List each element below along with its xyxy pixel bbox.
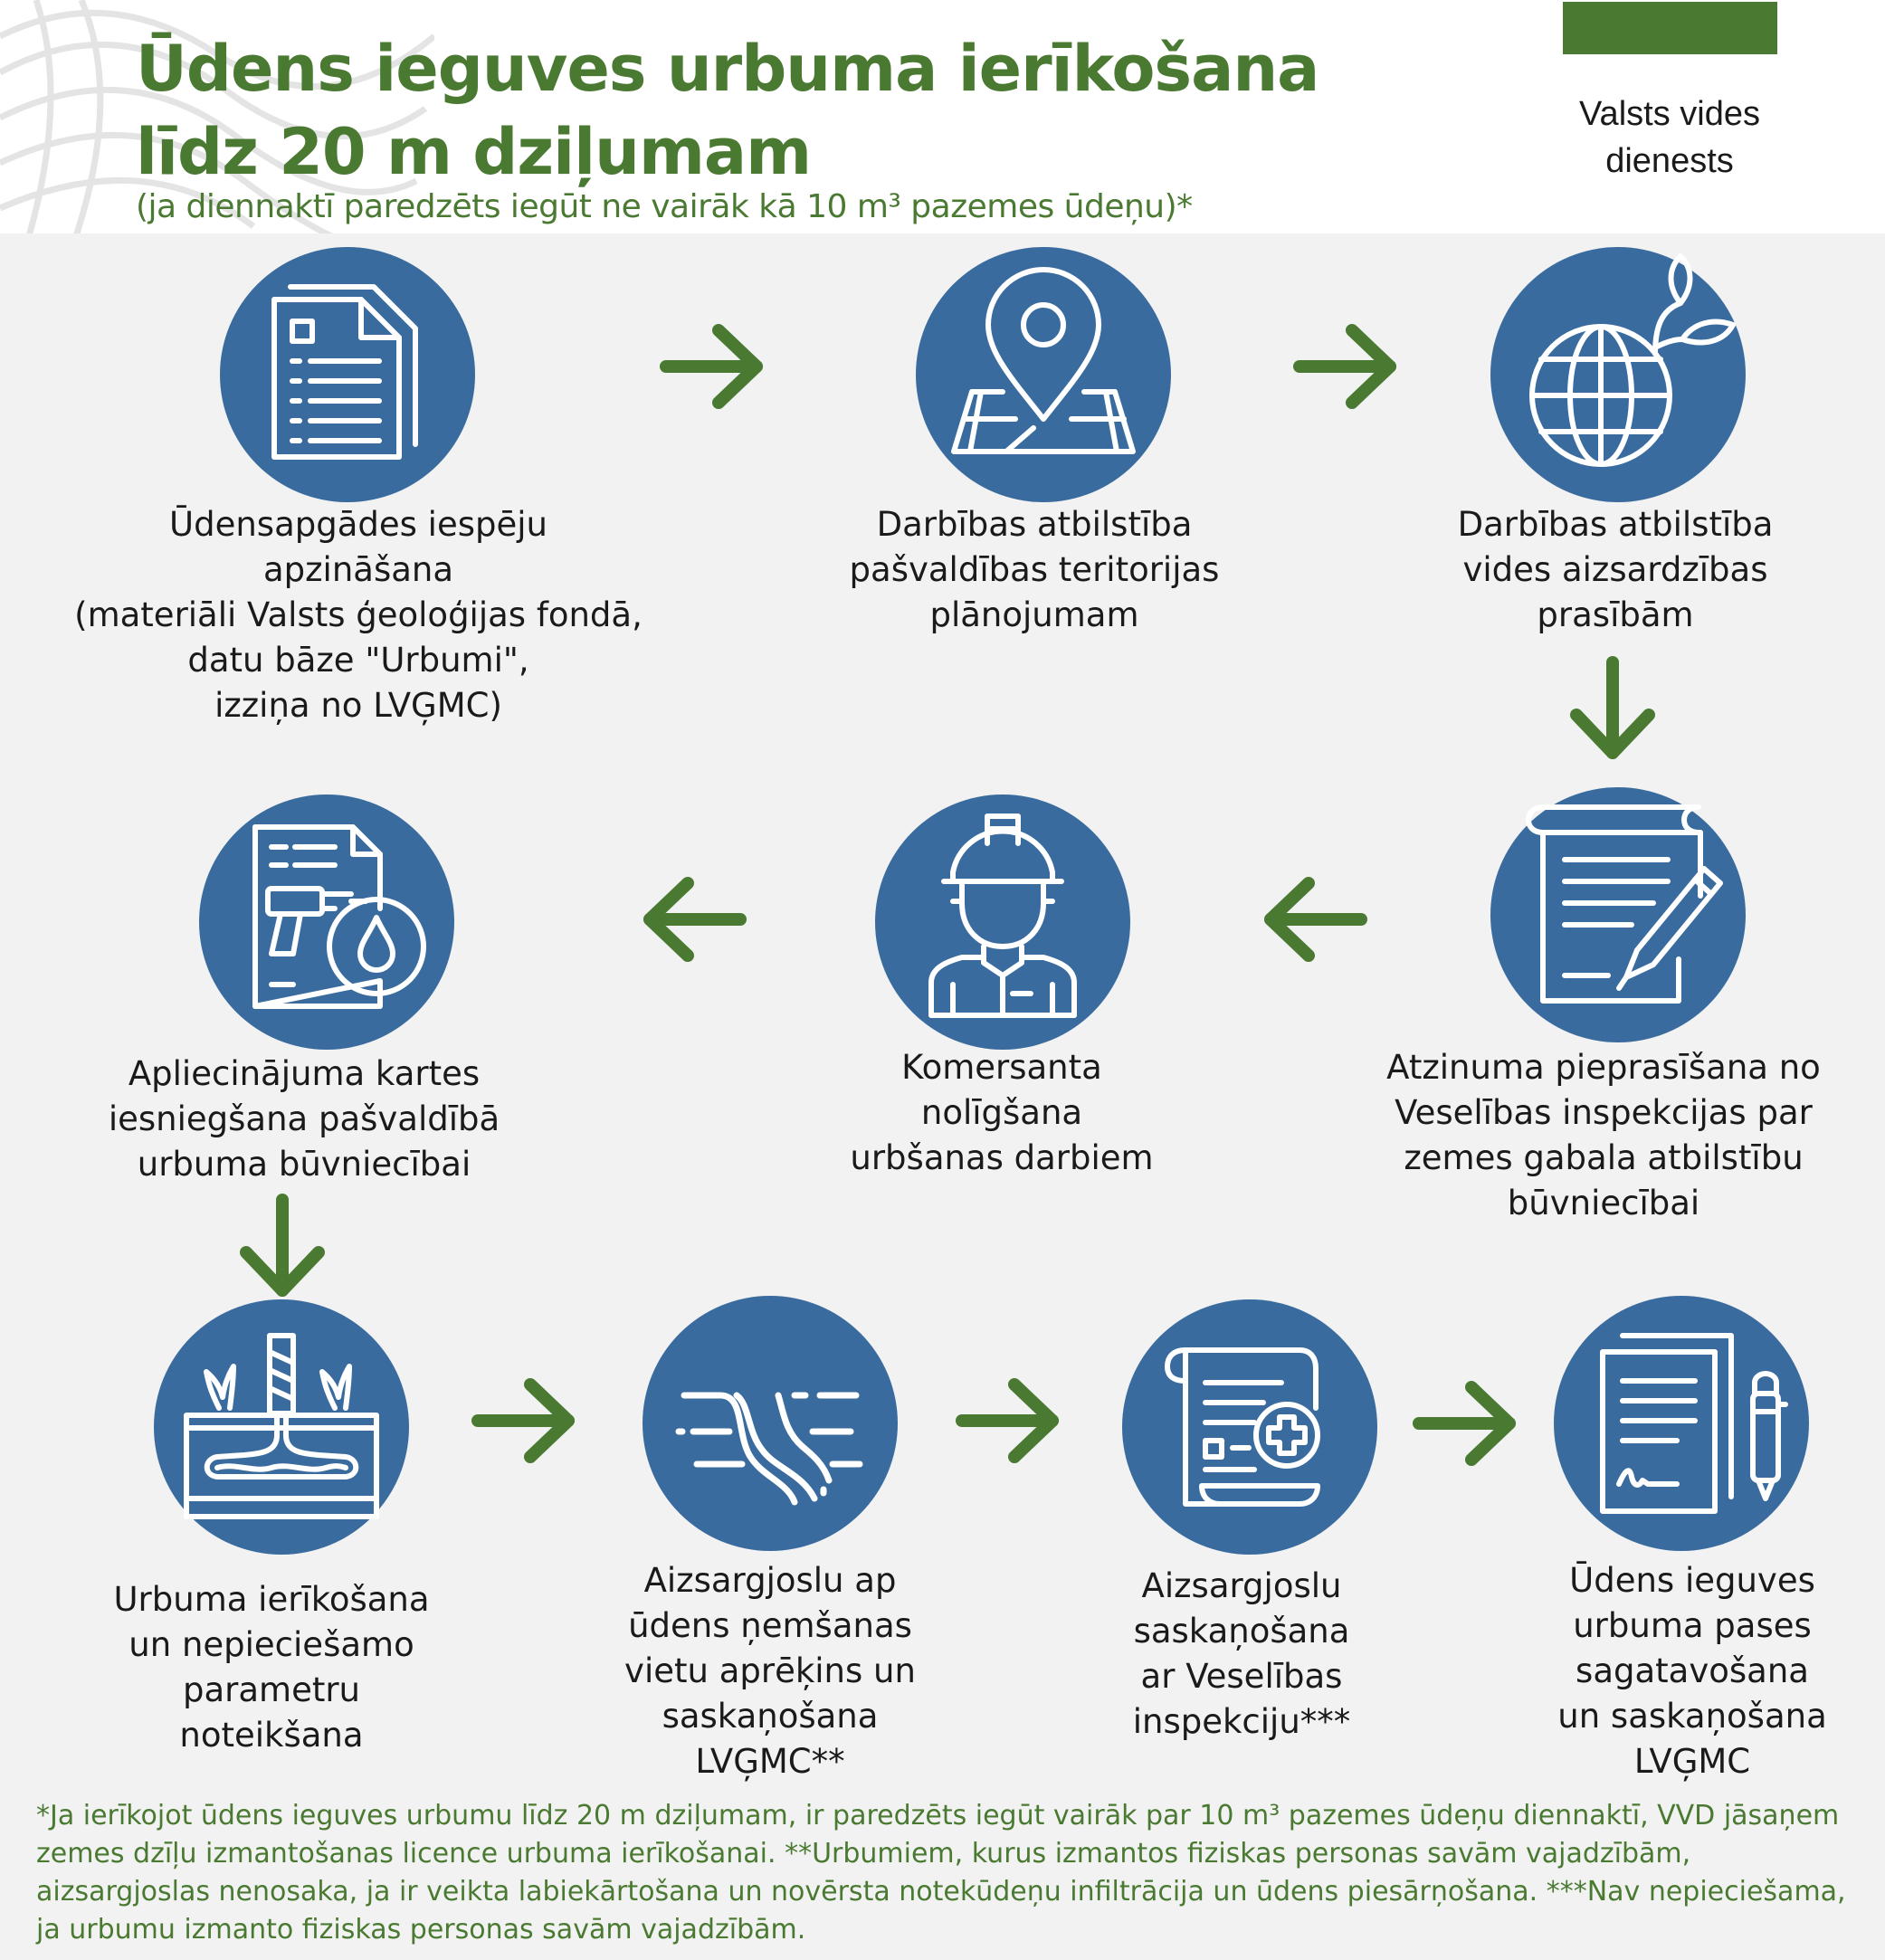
step-3-line: vides aizsardzības	[1462, 550, 1768, 589]
step-9-line: Aizsargjoslu	[1141, 1566, 1342, 1605]
step-2-line: plānojumam	[929, 595, 1139, 634]
page-title	[136, 27, 1319, 194]
logo-line-2: dienests	[1605, 142, 1734, 180]
step-3-line: prasībām	[1537, 595, 1694, 634]
arrow-right-icon	[955, 1375, 1065, 1466]
step-1-line: apzināšana	[262, 550, 454, 589]
step-7-line: noteikšana	[179, 1716, 364, 1755]
step-5-circle	[875, 794, 1130, 1050]
footnote: *Ja ierīkojot ūdens ieguves urbumu līdz 20 m dziļumam, ir paredzēts iegūt vairāk par 10 m³ pazemes ūdeņu diennaktī, VVD jāsaņem zemes dzīļu izmantošanas licence urbuma ierīkošanai. **Urbumiem, kurus izmantos fiziskas personas savām vajadzībām, aizsargjoslas nenosaka, ja ir veikta labiekārtošana un novērsta notekūdeņu infiltrācija un ūdens piesārņošana. ***Nav nepieciešama, ja urbumu izmanto fiziskas personas savām vajadzībām.	[36, 1800, 1846, 1946]
step-4-label	[1386, 1045, 1821, 1226]
step-2-circle	[916, 247, 1171, 502]
step-4-circle	[1490, 787, 1746, 1042]
step-10-circle	[1554, 1296, 1809, 1551]
step-7-line: parametru	[182, 1670, 361, 1709]
step-1-line: datu bāze "Urbumi",	[187, 641, 529, 680]
map-pin-icon	[916, 247, 1171, 502]
step-10-line: LVĢMC	[1633, 1742, 1751, 1781]
step-7-line: un nepieciešamo	[129, 1625, 414, 1664]
document-icon	[220, 247, 475, 502]
step-8-label	[624, 1558, 916, 1784]
logo-text	[1502, 90, 1837, 185]
step-8-line: saskaņošana	[662, 1697, 879, 1736]
arrow-down-icon	[1567, 655, 1658, 766]
step-2-line: pašvaldības teritorijas	[849, 550, 1220, 589]
arrow-right-icon	[1292, 321, 1403, 412]
step-6-line: urbuma būvniecībai	[137, 1145, 471, 1184]
title-line-1: Ūdens ieguves urbuma ierīkošana	[136, 32, 1319, 106]
step-4-line: būvniecībai	[1507, 1184, 1700, 1223]
globe-leaf-icon	[1490, 247, 1746, 502]
step-6-label	[109, 1051, 500, 1187]
step-3-line: Darbības atbilstība	[1457, 505, 1774, 544]
step-9-line: saskaņošana	[1133, 1612, 1350, 1651]
step-4-line: zemes gabala atbilstību	[1404, 1138, 1804, 1177]
step-8-line: LVĢMC**	[695, 1742, 845, 1781]
passport-pen-icon	[1554, 1296, 1809, 1551]
logo-line-1: Valsts vides	[1579, 95, 1760, 133]
step-1-line: Ūdensapgādes iespēju	[169, 505, 547, 544]
arrow-left-icon	[1258, 874, 1368, 965]
step-5-label	[850, 1045, 1153, 1181]
step-6-circle	[199, 794, 454, 1050]
step-10-line: sagatavošana	[1576, 1651, 1809, 1690]
step-5-line: nolīgšana	[920, 1093, 1083, 1132]
step-4-line: Veselības inspekcijas par	[1395, 1093, 1813, 1132]
step-10-line: Ūdens ieguves	[1569, 1561, 1815, 1600]
step-5-line: Komersanta	[901, 1048, 1102, 1087]
step-4-line: Atzinuma pieprasīšana no	[1386, 1048, 1821, 1087]
arrow-right-icon	[471, 1375, 581, 1466]
arrow-down-icon	[237, 1193, 328, 1303]
step-1-label	[74, 502, 643, 728]
step-9-circle	[1122, 1299, 1377, 1555]
step-2-label	[850, 502, 1220, 638]
step-7-label	[113, 1577, 429, 1758]
step-6-line: Apliecinājuma kartes	[128, 1054, 481, 1093]
worker-icon	[875, 794, 1130, 1050]
step-9-label	[1133, 1564, 1351, 1745]
logo-bar	[1563, 2, 1777, 54]
step-7-circle	[154, 1299, 409, 1555]
step-1-line: (materiāli Valsts ģeoloģijas fondā,	[74, 595, 643, 634]
step-3-label	[1458, 502, 1774, 638]
river-icon	[643, 1296, 898, 1551]
step-2-line: Darbības atbilstība	[876, 505, 1193, 544]
step-8-line: Aizsargjoslu ap	[643, 1561, 897, 1600]
step-10-label	[1557, 1558, 1827, 1784]
step-3-circle	[1490, 247, 1746, 502]
step-1-circle	[220, 247, 475, 502]
step-8-line: ūdens ņemšanas	[628, 1606, 912, 1645]
arrow-right-icon	[659, 321, 769, 412]
step-7-line: Urbuma ierīkošana	[113, 1580, 430, 1619]
step-10-line: urbuma pases	[1573, 1606, 1812, 1645]
step-9-line: ar Veselības	[1140, 1657, 1343, 1696]
step-1-line: izziņa no LVĢMC)	[214, 686, 502, 725]
step-5-line: urbšanas darbiem	[850, 1138, 1154, 1177]
contract-pen-icon	[1490, 787, 1746, 1042]
borehole-icon	[154, 1299, 409, 1555]
drill-document-icon	[199, 794, 454, 1050]
title-line-2: līdz 20 m dziļumam	[136, 115, 812, 189]
step-8-circle	[643, 1296, 898, 1551]
step-10-line: un saskaņošana	[1557, 1697, 1827, 1736]
arrow-left-icon	[637, 874, 747, 965]
step-9-line: inspekciju***	[1132, 1702, 1351, 1741]
arrow-right-icon	[1412, 1378, 1522, 1469]
page-subtitle: (ja diennaktī paredzēts iegūt ne vairāk kā 10 m³ pazemes ūdeņu)*	[136, 188, 1193, 225]
step-8-line: vietu aprēķins un	[624, 1651, 916, 1690]
medical-scroll-icon	[1122, 1299, 1377, 1555]
step-6-line: iesniegšana pašvaldībā	[108, 1099, 500, 1138]
